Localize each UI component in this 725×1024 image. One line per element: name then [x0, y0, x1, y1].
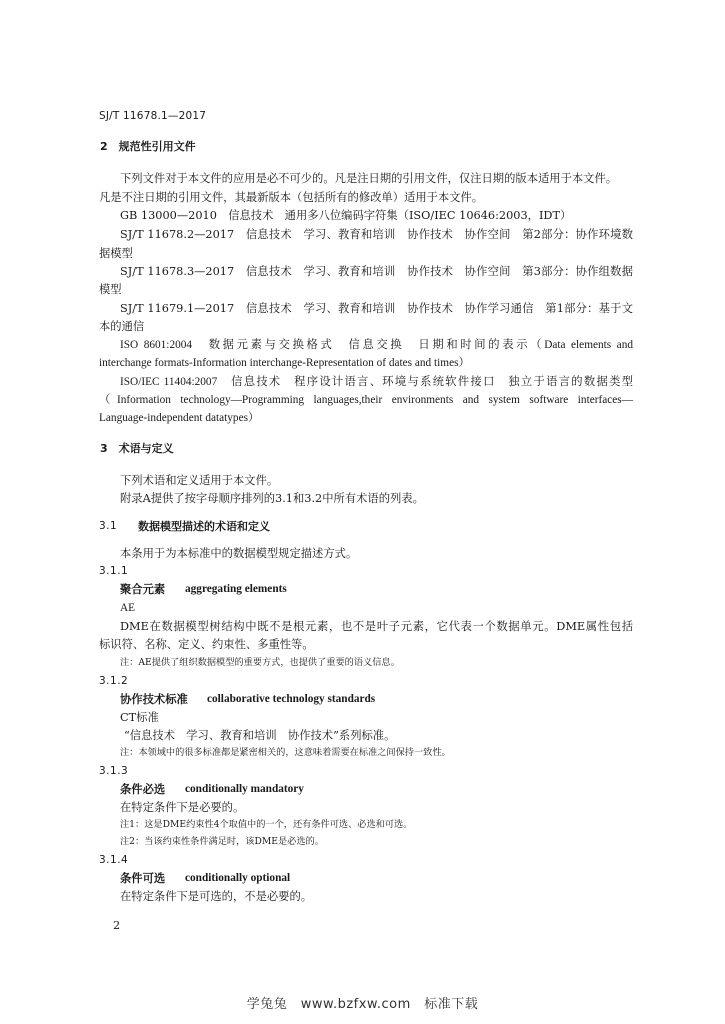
- subsection-3-1-number: 3.1: [99, 520, 118, 532]
- section-3-intro-line-1: 下列术语和定义适用于本文件。: [120, 474, 279, 487]
- term-3-1-4-en: conditionally optional: [185, 872, 291, 884]
- term-3-1-3-note-2: 注2：当该约束性条件满足时，该DME是必选的。: [120, 836, 324, 847]
- term-3-1-3-number: 3.1.3: [99, 765, 129, 777]
- document-id-header: SJ/T 11678.1—2017: [99, 110, 207, 122]
- term-3-1-2-en: collaborative technology standards: [207, 693, 376, 705]
- term-3-1-3-zh: 条件必选: [120, 782, 166, 796]
- reference-iso11404-cont-1: （Information technology—Programming languages,their environments and system software interfaces—: [99, 394, 633, 406]
- term-3-1-2-abbr: CT标准: [120, 711, 159, 724]
- subsection-3-1-intro: 本条用于为本标准中的数据模型规定描述方式。: [120, 547, 358, 560]
- section-3-heading: 3 术语与定义: [100, 442, 174, 455]
- term-3-1-4-definition: 在特定条件下是可选的，不是必要的。: [120, 890, 313, 903]
- term-3-1-1-definition-line-2: 标识符、名称、定义、约束性、多重性等。: [99, 638, 314, 651]
- section-2-intro-line-1: 下列文件对于本文件的应用是必不可少的。凡是注日期的引用文件，仅注日期的版本适用于本文件。: [120, 172, 618, 185]
- reference-sjt11678-3: SJ/T 11678.3—2017 信息技术 学习、教育和培训 协作技术 协作空间 第3部分：协作组数据: [120, 265, 633, 278]
- reference-iso11404-cont-2: Language-independent datatypes）: [99, 412, 260, 424]
- reference-sjt11678-2: SJ/T 11678.2—2017 信息技术 学习、教育和培训 协作技术 协作空间 第2部分：协作环境数: [120, 228, 633, 241]
- term-3-1-3-en: conditionally mandatory: [185, 783, 304, 795]
- footer-watermark: 学兔兔 www.bzfxw.com 标准下载: [246, 997, 479, 1012]
- term-3-1-3-definition: 在特定条件下是必要的。: [120, 801, 245, 814]
- reference-gb13000: GB 13000—2010 信息技术 通用多八位编码字符集（ISO/IEC 10646:2003，IDT）: [120, 209, 572, 222]
- term-3-1-4-number: 3.1.4: [99, 854, 129, 866]
- term-3-1-1-abbr: AE: [120, 602, 136, 614]
- reference-sjt11678-3-cont: 模型: [99, 283, 122, 296]
- term-3-1-1-number: 3.1.1: [99, 565, 129, 577]
- section-2-heading: 2 规范性引用文件: [100, 140, 196, 153]
- reference-iso8601-cont: interchange formats-Information interchange-Representation of dates and times）: [99, 357, 470, 369]
- term-3-1-1-definition-line-1: DME在数据模型树结构中既不是根元素，也不是叶子元素，它代表一个数据单元。DME属性包括: [120, 620, 633, 633]
- reference-sjt11679-1: SJ/T 11679.1—2017 信息技术 学习、教育和培训 协作技术 协作学习通信 第1部分：基于文: [120, 302, 633, 315]
- term-3-1-3-note-1: 注1：这是DME约束性4个取值中的一个，还有条件可选、必选和可选。: [120, 819, 413, 830]
- term-3-1-2-definition: “信息技术 学习、教育和培训 协作技术”系列标准。: [124, 729, 396, 742]
- section-2-intro-line-2: 凡是不注日期的引用文件，其最新版本（包括所有的修改单）适用于本文件。: [99, 191, 484, 204]
- term-3-1-2-number: 3.1.2: [99, 675, 129, 687]
- term-3-1-4-zh: 条件可选: [120, 871, 166, 885]
- subsection-3-1-title: 数据模型描述的术语和定义: [138, 520, 270, 533]
- reference-sjt11678-2-cont: 据模型: [99, 247, 133, 260]
- section-3-intro-line-2: 附录A提供了按字母顺序排列的3.1和3.2中所有术语的列表。: [120, 492, 424, 505]
- page-number: 2: [113, 919, 121, 932]
- reference-iso11404: ISO/IEC 11404:2007 信息技术 程序设计语言、环境与系统软件接口 独立于语言的数据类型: [120, 376, 633, 388]
- term-3-1-1-note: 注：AE提供了组织数据模型的重要方式，也提供了重要的语义信息。: [120, 657, 400, 668]
- term-3-1-2-note: 注：本领域中的很多标准都是紧密相关的，这意味着需要在标准之间保持一致性。: [120, 747, 451, 758]
- term-3-1-2-zh: 协作技术标准: [120, 692, 188, 706]
- reference-sjt11679-1-cont: 本的通信: [99, 320, 145, 333]
- term-3-1-1-en: aggregating elements: [185, 583, 287, 595]
- term-3-1-1-zh: 聚合元素: [120, 582, 166, 596]
- reference-iso8601: ISO 8601:2004 数据元素与交换格式 信息交换 日期和时间的表示（Data elements and: [120, 339, 633, 351]
